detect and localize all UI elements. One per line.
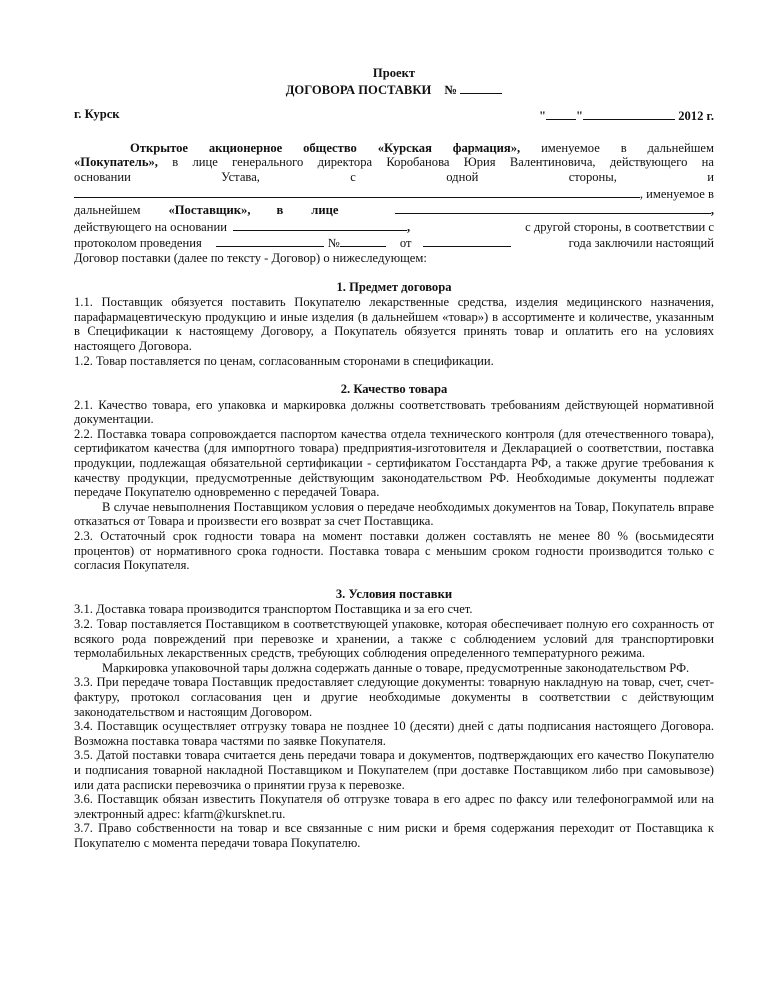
preamble-line-4 xyxy=(74,185,714,202)
day-blank xyxy=(546,107,576,120)
number-sign: № xyxy=(444,82,458,97)
clause-3-3: 3.3. При передаче товара Поставщик предоставляет следующие документы: товарную накладную на товар, счет, счет-фактуру, протокол согласования цен и другие необходимые документы в соответствии с действующим законодательством и настоящим Договором. xyxy=(74,675,714,719)
document-title xyxy=(74,81,714,98)
date-quote-open: " xyxy=(539,109,547,124)
clause-2-2: 2.2. Поставка товара сопровождается паспортом качества отдела технического контроля (для отечественного товара), сертификатом качества (для импортного товара) предприятия-изготовителя и Декларацией о соответствии, поставка продукции, подлежащая обязательной сертификации - сертификатом Госстандарта РФ, а также другие требования к качеству продукции, предусмотренные действующим законодательством РФ. Необходимые документы подлежат передаче Покупателю одновременно с передачей Товара. xyxy=(74,426,714,500)
buyer-company: Открытое акционерное общество «Курская фармация», xyxy=(130,140,521,155)
preamble-text: в xyxy=(276,203,284,218)
clause-2-2-continued: В случае невыполнения Поставщиком условия о передаче необходимых документов на Товар, Покупатель вправе отказаться от Товара и произвести его возврат за счет Поставщика. xyxy=(74,499,714,529)
clause-3-7: 3.7. Право собственности на товар и все связанные с ним риски и бремя содержания переходит от Поставщика к Покупателю с момента передачи товара Покупателю. xyxy=(74,821,714,850)
date xyxy=(539,107,714,124)
representative-blank xyxy=(395,201,711,214)
clause-1-1: 1.1. Поставщик обязуется поставить Покупателю лекарственные средства, изделия медицинского назначения, парафармацевтическую продукцию и иные изделия (в дальнейшем «товар») в ассортименте и количестве, указанным в Спецификации к настоящему Договору, а Покупатель обязуется принять товар и оплатить его на условиях настоящего Договора. xyxy=(74,295,714,353)
section-2-title: 2. Качество товара xyxy=(340,382,448,397)
project-label: Проект xyxy=(372,66,416,80)
preamble-text: , xyxy=(710,203,714,218)
basis-blank xyxy=(233,218,407,231)
preamble-text: именуемое в дальнейшем xyxy=(541,140,714,155)
section-3-title: 3. Условия поставки xyxy=(335,586,453,601)
month-blank xyxy=(583,107,675,120)
clause-2-1: 2.1. Качество товара, его упаковка и маркировка должны соответствовать требованиям действующей нормативной документации. xyxy=(74,397,714,427)
preamble-text: , именуемое в xyxy=(639,186,714,201)
clause-2-3: 2.3. Остаточный срок годности товара на момент поставки должен составлять не менее 80 % (восьмидесяти процентов) от нормативного срока годности. Поставка товара с меньшим сроком годности производится только с согласия Покупателя. xyxy=(74,529,714,573)
preamble-text: с другой стороны, в соответствии с xyxy=(525,219,714,234)
preamble-line-7 xyxy=(74,234,714,251)
preamble xyxy=(74,141,714,266)
preamble-line-6 xyxy=(74,218,714,235)
preamble-text: в лице генерального директора Коробанова Юрия Валентиновича, действующего на xyxy=(172,155,714,170)
protocol-number-blank xyxy=(340,234,386,247)
title-text: ДОГОВОРА ПОСТАВКИ xyxy=(285,82,432,97)
number-sign: № xyxy=(327,236,340,251)
buyer-label: «Покупатель», xyxy=(74,155,158,170)
preamble-line-1 xyxy=(74,141,714,156)
date-quote-close: " xyxy=(576,109,584,124)
clause-3-4: 3.4. Поставщик осуществляет отгрузку товара не позднее 10 (десяти) дней с даты подписания настоящего Договора. Возможна поставка товара частями по заявке Покупателя. xyxy=(74,719,714,748)
preamble-line-3: основании Устава, с одной стороны, и xyxy=(74,169,714,184)
preamble-text: дальнейшем xyxy=(74,203,141,218)
preamble-text: лице xyxy=(311,203,339,218)
clause-3-1: 3.1. Доставка товара производится транспортом Поставщика и за его счет. xyxy=(74,602,473,617)
preamble-line-5 xyxy=(74,201,714,218)
preamble-text: от xyxy=(399,236,412,251)
protocol-date-blank xyxy=(423,234,511,247)
supplier-name-blank xyxy=(74,185,640,198)
clause-1-2: 1.2. Товар поставляется по ценам, согласованным сторонами в спецификации. xyxy=(74,353,494,368)
clause-3-2: 3.2. Товар поставляется Поставщиком в соответствующей упаковке, которая обеспечивает полную его сохранность от всякого рода повреждений при перевозке и хранении, а также с соблюдением условий для транспортировки термолабильных лекарственных средств, требующих соблюдения определенного температурного режима. xyxy=(74,617,714,661)
number-blank xyxy=(460,81,502,94)
preamble-line-8: Договор поставки (далее по тексту - Договор) о нижеследующем: xyxy=(74,250,427,265)
supplier-label: «Поставщик», xyxy=(168,203,251,218)
preamble-text: протоколом проведения xyxy=(74,236,202,251)
year: 2012 г. xyxy=(678,109,714,124)
preamble-text: действующего на основании xyxy=(74,219,227,234)
clause-3-5: 3.5. Датой поставки товара считается день передачи товара и документов, подтверждающих его качество Покупателю и подписания товарной накладной Поставщиком и Покупателем (при доставке Поставщиком либо при самовывозе) или дата расписки перевозчика о принятии груза к перевозке. xyxy=(74,748,714,792)
preamble-line-2 xyxy=(74,155,714,170)
document-page xyxy=(74,66,714,851)
city: г. Курск xyxy=(74,107,120,122)
protocol-blank xyxy=(216,234,324,247)
city-date-line xyxy=(74,107,714,124)
preamble-text: года заключили настоящий xyxy=(568,236,714,251)
clause-3-6: 3.6. Поставщик обязан известить Покупателя об отгрузке товара в его адрес по факсу или телефонограммой или на электронный адрес: kfarm@kursknet.ru. xyxy=(74,792,714,821)
preamble-text: , xyxy=(406,219,411,234)
clause-3-2-continued: Маркировка упаковочной тары должна содержать данные о товаре, предусмотренные законодательством РФ. xyxy=(102,660,690,675)
section-1-title: 1. Предмет договора xyxy=(336,279,452,294)
